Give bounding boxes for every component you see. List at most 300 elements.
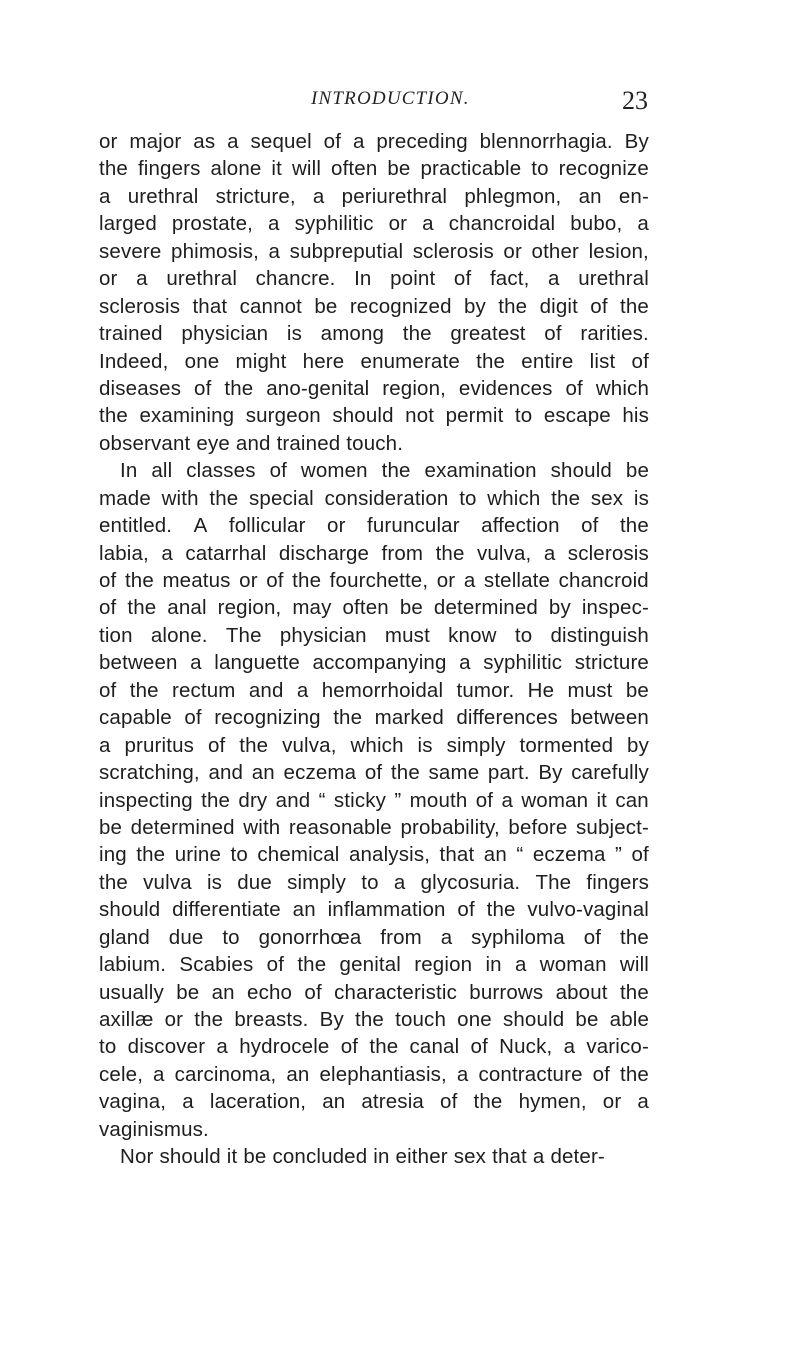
word: either [395, 1145, 448, 1169]
word: major [129, 130, 182, 153]
word: a [637, 212, 649, 236]
word: of [457, 898, 475, 922]
word: Indeed, [99, 349, 169, 373]
word: a [548, 267, 560, 291]
word: rarities. [580, 322, 649, 346]
word: all [151, 459, 173, 483]
word: to [531, 157, 549, 181]
word: eczema [532, 843, 606, 867]
text-line [99, 238, 649, 265]
word: the [201, 788, 231, 812]
word: ” [614, 843, 622, 867]
text-line [99, 622, 649, 649]
word: the [99, 157, 128, 181]
word: The [225, 623, 262, 647]
word: can [615, 788, 649, 812]
word: By [319, 1008, 344, 1031]
word: to [361, 870, 379, 894]
word: eye [196, 431, 230, 455]
word: chemical [257, 843, 340, 867]
word: the [620, 294, 649, 318]
word: fact, [489, 267, 530, 291]
text-line [99, 155, 649, 182]
word: be [99, 815, 123, 839]
word: of [207, 733, 226, 757]
word: it [596, 788, 608, 812]
word: by [627, 733, 649, 757]
word: before [508, 815, 568, 839]
text-line [99, 896, 649, 923]
word: diseases [99, 376, 182, 400]
word: of [440, 1090, 458, 1114]
word: is [206, 870, 223, 894]
word: distinguish [550, 623, 649, 647]
word: a [153, 1062, 165, 1086]
word: tion [99, 623, 133, 647]
word: of [364, 761, 383, 785]
word: sex [453, 1145, 487, 1169]
word: that [492, 1145, 527, 1169]
text-line [99, 594, 649, 621]
word: able [609, 1008, 649, 1031]
word: to [230, 843, 248, 867]
word: probability, [400, 815, 500, 839]
word: chancre. [255, 267, 336, 291]
word: point [390, 267, 436, 291]
word: sclerosis [412, 239, 494, 263]
word: simply [446, 733, 506, 757]
word: ” [394, 788, 402, 812]
text-line [99, 649, 649, 676]
body-text [99, 128, 649, 1171]
word: among [320, 322, 385, 346]
word: pruritus [124, 733, 195, 757]
word: surgeon [245, 404, 321, 428]
word: vulva [143, 870, 192, 894]
word: blennorrhagia. [479, 130, 613, 153]
word: capable [99, 706, 172, 730]
word: Nuck, [499, 1035, 553, 1059]
word: trained [99, 322, 163, 346]
word: woman [539, 953, 607, 977]
word: a [501, 788, 513, 812]
word: be [176, 980, 200, 1004]
word: to [222, 925, 240, 949]
word: bubo, [570, 212, 623, 236]
word: determined [433, 596, 538, 620]
word: physician [181, 322, 269, 346]
word: to [514, 623, 533, 647]
word: catarrhal [185, 541, 267, 565]
word: a [352, 130, 365, 153]
word: should [159, 1145, 221, 1169]
word: of [475, 788, 494, 812]
word: an [211, 980, 235, 1004]
text-line [99, 677, 649, 704]
word: of [304, 980, 322, 1004]
word: of [592, 1062, 611, 1086]
word: region, [217, 596, 282, 620]
word: urethral [166, 267, 238, 291]
word: the [99, 404, 128, 428]
text-line [99, 485, 649, 512]
word: a [190, 651, 202, 675]
word: syphiloma [471, 925, 565, 949]
word: mouth [409, 788, 468, 812]
word: the [435, 541, 465, 565]
word: periurethral [341, 184, 448, 208]
text-line [99, 183, 649, 210]
word: should [332, 404, 394, 428]
text-line [99, 375, 649, 402]
word: of [631, 843, 649, 867]
word: of [99, 678, 117, 702]
word: subpreputial [289, 239, 404, 263]
word: the [297, 953, 327, 977]
word: and [208, 761, 244, 785]
word: A [193, 514, 208, 538]
word: that [192, 294, 228, 318]
word: Nor [120, 1145, 154, 1169]
word: his [622, 404, 649, 428]
word: list [589, 349, 616, 373]
word: is [417, 733, 433, 757]
word: to [99, 1035, 117, 1059]
word: a [182, 1090, 194, 1114]
word: which [487, 486, 541, 510]
word: a [268, 212, 280, 236]
word: of [340, 1035, 359, 1059]
word: a [637, 1090, 649, 1114]
word: in [485, 953, 502, 977]
word: recognized [349, 294, 452, 318]
running-head [0, 88, 800, 118]
word: a [216, 1035, 228, 1059]
word: practicable [420, 157, 522, 181]
word: alone. [150, 623, 208, 647]
word: vagina, [99, 1090, 167, 1114]
word: a [463, 569, 476, 592]
word: touch [395, 1008, 446, 1031]
word: one [457, 1008, 492, 1031]
word: a [296, 678, 309, 702]
text-line [99, 704, 649, 731]
word: a [543, 541, 556, 565]
text-line [99, 540, 649, 567]
text-line [99, 732, 649, 759]
word: consideration [324, 486, 449, 510]
word: ano-genital [266, 376, 370, 400]
word: examination [424, 459, 537, 483]
word: The [535, 870, 572, 894]
text-line [99, 1143, 649, 1170]
word: the [129, 678, 159, 702]
word: permit [445, 404, 504, 428]
word: subject- [576, 815, 649, 839]
word: between [570, 706, 649, 730]
word: vulva, [282, 733, 337, 757]
word: dry [238, 788, 268, 812]
word: a [459, 651, 471, 675]
word: hydrocele [239, 1035, 330, 1059]
word: an [578, 184, 602, 208]
word: vulvo-vaginal [527, 898, 649, 922]
word: sclerosis [567, 541, 649, 565]
word: might [235, 349, 287, 373]
word: be [387, 157, 411, 181]
word: laceration, [209, 1090, 307, 1114]
word: rectum [171, 678, 236, 702]
word: should [550, 459, 612, 483]
word: furuncular [367, 514, 460, 538]
word: a [393, 870, 406, 894]
word: that [439, 843, 475, 867]
word: same [428, 761, 480, 785]
word: the [619, 514, 649, 538]
word: larged [99, 212, 157, 236]
word: to [514, 404, 533, 428]
word: of [470, 1035, 488, 1059]
word: inspec- [581, 596, 649, 620]
word: with [243, 815, 281, 839]
word: fourchette, [329, 569, 429, 592]
word: region, [382, 376, 446, 400]
word: glycosuria. [420, 870, 521, 894]
word: the [333, 706, 363, 730]
word: characteristic [334, 980, 457, 1004]
word: or [99, 130, 118, 153]
word: often [342, 596, 389, 620]
word: determined [130, 815, 235, 839]
word: or [602, 1090, 622, 1114]
word: contracture [478, 1062, 583, 1086]
word: an [251, 761, 275, 785]
word: examining [139, 404, 235, 428]
word: be [625, 459, 649, 483]
word: be [243, 1145, 267, 1169]
word: carefully [571, 761, 649, 785]
word: the [390, 761, 420, 785]
word: chancroid [558, 569, 649, 592]
word: “ [516, 843, 524, 867]
word: analysis, [348, 843, 431, 867]
word: canal [409, 1035, 460, 1059]
word: or [164, 1008, 184, 1031]
word: know [448, 623, 497, 647]
word: touch. [346, 431, 404, 455]
word: or [503, 239, 522, 263]
word: due [237, 870, 272, 894]
page-number: 23 [622, 86, 648, 115]
word: in [373, 1145, 390, 1169]
word: an [483, 843, 507, 867]
word: of [99, 569, 117, 592]
text-line [99, 979, 649, 1006]
word: follicular [228, 514, 306, 538]
word: He [527, 678, 555, 702]
text-line [99, 814, 649, 841]
text-line [99, 869, 649, 896]
word: of [581, 514, 599, 538]
word: must [384, 623, 430, 647]
word: the [136, 843, 166, 867]
word: often [331, 157, 378, 181]
word: which [595, 376, 649, 400]
word: which [350, 733, 404, 757]
word: tormented [519, 733, 614, 757]
word: of [453, 267, 472, 291]
word: anal [167, 596, 207, 620]
word: vaginismus. [99, 1117, 209, 1141]
word: severe [99, 239, 162, 263]
text-line [99, 402, 649, 429]
word: gland [99, 925, 150, 949]
text-line [99, 512, 649, 539]
word: alone [210, 157, 262, 181]
word: be [625, 678, 649, 702]
word: the [551, 486, 581, 510]
word: classes [186, 459, 256, 483]
word: special [249, 486, 314, 510]
word: entitled. [99, 514, 173, 538]
word: meatus [162, 569, 231, 592]
word: elephantiasis, [319, 1062, 447, 1086]
word: enumerate [360, 349, 460, 373]
text-line [99, 457, 649, 484]
word: urine [174, 843, 222, 867]
word: echo [247, 980, 293, 1004]
word: a [514, 953, 527, 977]
word: a [532, 1145, 545, 1169]
word: or [99, 267, 118, 291]
word: is [286, 322, 302, 346]
word: stricture, [215, 184, 296, 208]
word: marked [374, 706, 444, 730]
word: stricture [574, 651, 649, 675]
word: a [227, 130, 239, 153]
word: as [193, 130, 216, 153]
word: one [184, 349, 220, 373]
word: the [619, 980, 649, 1004]
word: recognizing [214, 706, 321, 730]
word: By [624, 130, 649, 153]
word: the [292, 569, 322, 592]
text-line [99, 924, 649, 951]
text-line [99, 293, 649, 320]
text-line [99, 1061, 649, 1088]
word: will [619, 953, 649, 977]
word: a [312, 184, 325, 208]
word: preceding [376, 130, 468, 153]
word: fingers [586, 870, 649, 894]
word: of [544, 322, 562, 346]
word: of [565, 376, 583, 400]
word: an [286, 1062, 310, 1086]
word: greatest [450, 322, 526, 346]
word: recognize [558, 157, 649, 181]
word: cele, [99, 1062, 144, 1086]
word: the [99, 870, 128, 894]
word: hemorrhoidal [321, 678, 444, 702]
word: the [473, 1090, 503, 1114]
word: scratching, [99, 761, 200, 785]
word: a [563, 1035, 576, 1059]
word: of [269, 459, 287, 483]
word: of [266, 569, 284, 592]
word: chancroidal [448, 212, 556, 236]
word: of [194, 376, 212, 400]
word: differences [456, 706, 558, 730]
word: a [99, 184, 111, 208]
word: inspecting [99, 788, 193, 812]
word: the [486, 898, 516, 922]
word: the [498, 294, 528, 318]
word: a [161, 541, 173, 565]
word: sequel [250, 130, 312, 153]
word: must [567, 678, 613, 702]
word: a [422, 212, 434, 236]
word: cannot [239, 294, 303, 318]
word: region [414, 953, 473, 977]
word: In [120, 459, 138, 483]
text-line [99, 210, 649, 237]
word: tumor. [456, 678, 515, 702]
word: gonorrhœa [258, 925, 362, 949]
word: Scabies [179, 953, 254, 977]
word: or [436, 569, 456, 592]
text-line [99, 759, 649, 786]
word: languette [214, 651, 300, 675]
word: reasonable [288, 815, 392, 839]
word: observant [99, 431, 191, 455]
word: should [502, 1008, 565, 1031]
word: physician [279, 623, 367, 647]
text-line [99, 1006, 649, 1033]
word: the [209, 486, 239, 510]
word: usually [99, 980, 164, 1004]
word: of [323, 130, 342, 153]
word: here [302, 349, 345, 373]
word: stellate [483, 569, 551, 592]
word: the [224, 376, 254, 400]
text-line [99, 265, 649, 292]
word: “ [318, 788, 326, 812]
word: breasts. [234, 1008, 309, 1031]
word: is [633, 486, 649, 510]
word: phlegmon, [464, 184, 562, 208]
word: may [292, 596, 332, 620]
word: eczema [283, 761, 357, 785]
text-line [99, 787, 649, 814]
text-line [99, 841, 649, 868]
word: inflammation [327, 898, 446, 922]
word: an [292, 898, 316, 922]
word: by [548, 596, 571, 620]
word: and [235, 431, 271, 455]
word: and [275, 788, 311, 812]
word: the [369, 1035, 399, 1059]
word: atresia [361, 1090, 424, 1114]
word: the [402, 322, 432, 346]
word: part. [487, 761, 530, 785]
word: a [268, 239, 281, 263]
word: syphilitic [483, 651, 563, 675]
word: By [538, 761, 563, 785]
word: women [300, 459, 368, 483]
text-line [99, 128, 649, 155]
word: from [381, 541, 424, 565]
word: with [161, 486, 199, 510]
